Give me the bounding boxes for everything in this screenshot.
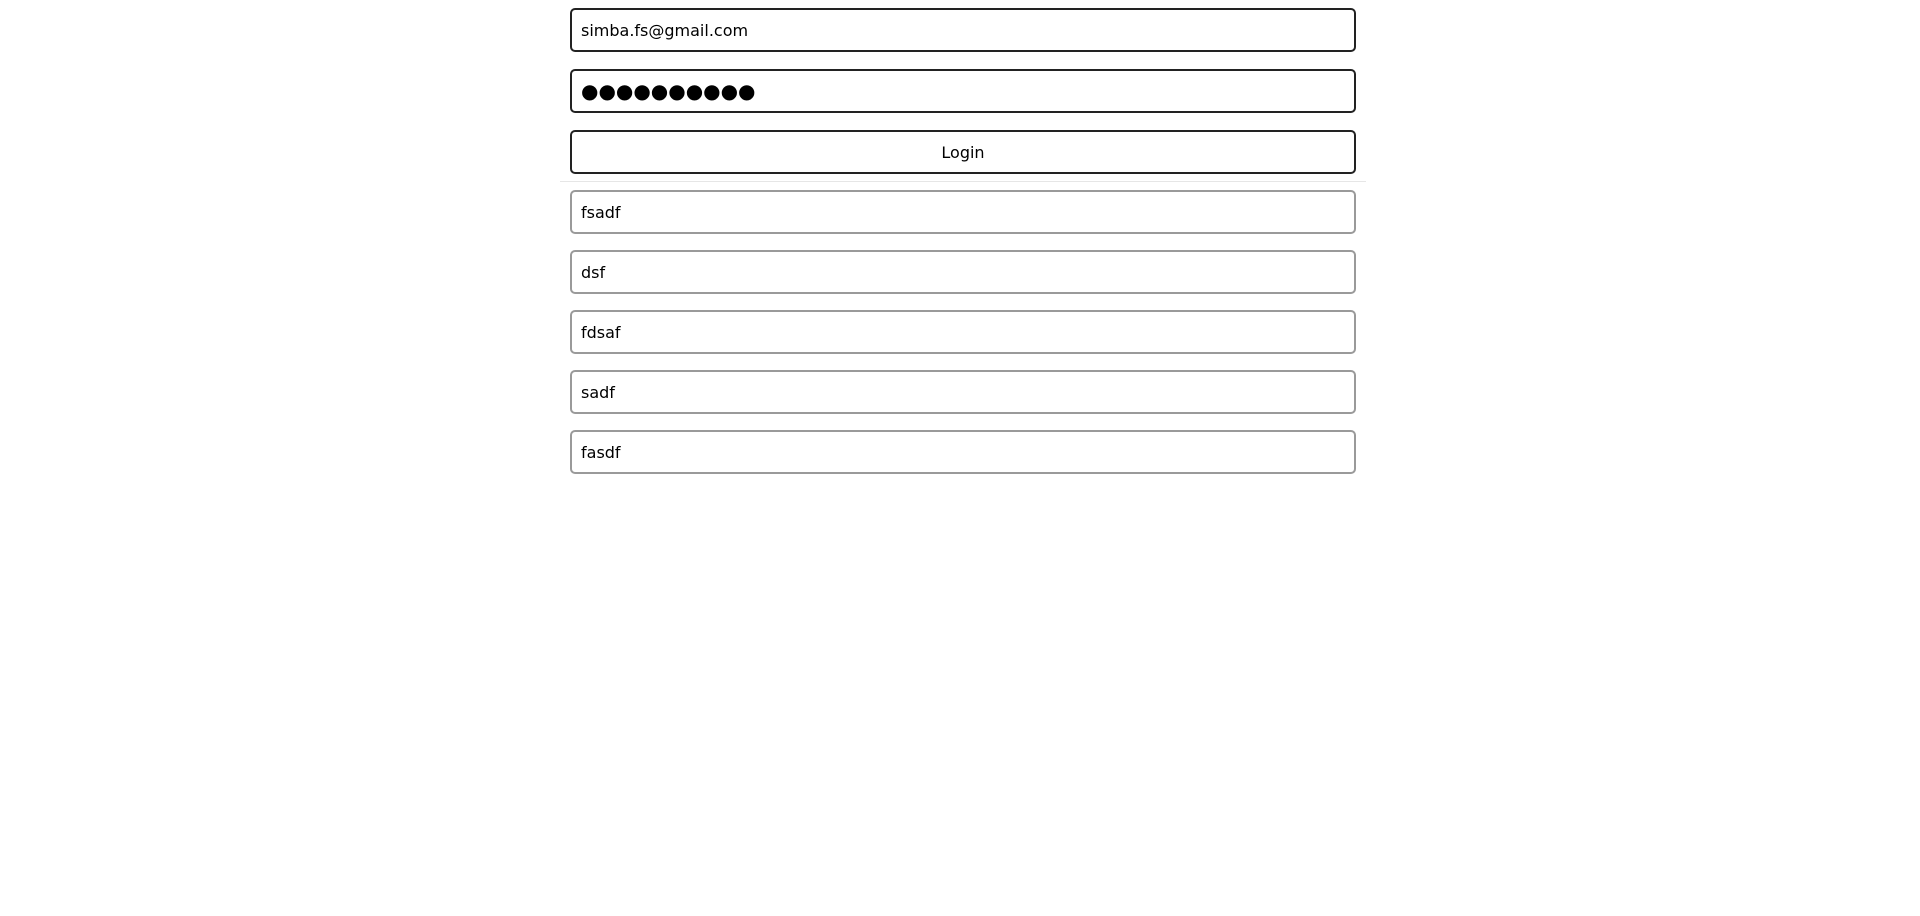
login-button-label: Login [941, 142, 985, 162]
list-item[interactable] [570, 430, 1356, 474]
login-button[interactable] [570, 130, 1356, 174]
list-item-text: fsadf [581, 202, 621, 222]
list-item-text: dsf [581, 262, 606, 282]
list-item-text: sadf [581, 382, 615, 402]
list-item[interactable] [570, 190, 1356, 234]
list-item[interactable] [570, 370, 1356, 414]
divider [560, 181, 1366, 182]
password-masked-value: ●●●●●●●●●● [581, 79, 756, 103]
list-item[interactable] [570, 310, 1356, 354]
item-list [570, 190, 1356, 490]
password-field[interactable] [570, 69, 1356, 113]
list-item-text: fasdf [581, 442, 621, 462]
email-value: simba.fs@gmail.com [581, 20, 749, 40]
list-item[interactable] [570, 250, 1356, 294]
list-item-text: fdsaf [581, 322, 621, 342]
email-field[interactable] [570, 8, 1356, 52]
login-form [570, 8, 1356, 174]
